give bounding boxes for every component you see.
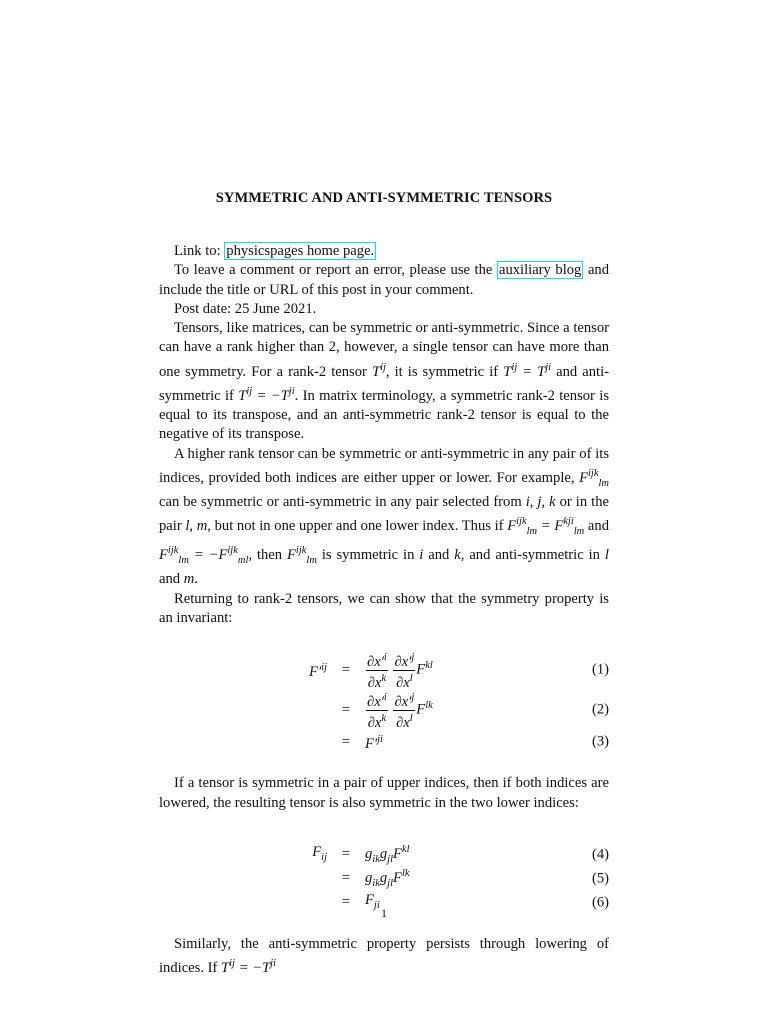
para2-text-j: and <box>159 571 181 588</box>
para1-text-b: , it is symmetric if <box>385 363 499 380</box>
para2-text-d: , but not in one upper and one lower index. Thus if <box>207 518 504 535</box>
equation-rhs: $F'^{ji}$ <box>365 734 383 753</box>
equation-block-2 <box>159 843 609 915</box>
math-inline: $F^{ijk}_{lm} = F^{kji}_{lm}$ <box>507 516 585 538</box>
para1-text-a: Tensors, like matrices, can be symmetric or anti-symmetric. Since a tensor can have a rank higher than 2, however, a single tensor can have more than one symmetry. For a rank-2 tensor <box>159 320 609 380</box>
page-number: 1 <box>381 906 387 920</box>
equation-row <box>159 843 609 867</box>
equation-rhs: $g_{ik}g_{jl}F^{lk}$ <box>365 868 410 890</box>
comment-text-after: and include the title or URL of this post in your comment. <box>159 262 610 298</box>
equation-number: (4) <box>591 846 609 863</box>
math-inline: $T^{ij} = T^{ji}$ <box>503 361 552 380</box>
equation-rhs: $F_{ji}$ <box>365 891 380 911</box>
math-inline: $T^{ij}$ <box>371 361 386 380</box>
math-inline: k <box>454 547 461 564</box>
paragraph-1 <box>159 319 609 445</box>
equation-lhs: $F'^{ij}$ <box>309 662 327 681</box>
paragraph-5 <box>159 935 609 978</box>
link-label: Link to: <box>174 243 221 259</box>
math-inline: i, j, k <box>525 494 556 511</box>
home-page-link[interactable]: physicspages home page. <box>226 243 375 259</box>
equation-row <box>159 867 609 891</box>
math-inline: $T^{ij} = -T^{ji}$ <box>221 958 276 977</box>
comment-line <box>159 261 609 300</box>
paper-title: SYMMETRIC AND ANTI-SYMMETRIC TENSORS <box>215 190 553 206</box>
math-inline: l, m <box>185 518 208 535</box>
para2-text-g: is symmetric in <box>321 547 415 564</box>
para1-text-d: . In matrix terminology, a symmetric rank-2 tensor is equal to its transpose, and an anti-symmetric rank-2 tensor is equal to the negative of its transpose. <box>159 387 610 443</box>
equation-rhs: $\frac{\partial x'^i}{\partial x^k}$ $\frac{\partial x'^j}{\partial x^l}$ $F^{lk}$ <box>367 692 433 731</box>
math-inline: $F^{ijk}_{lm}$ <box>287 545 317 567</box>
math-inline: l <box>604 547 609 564</box>
paragraph-2: A higher rank tensor can be symmetric or anti-symmetric in any pair of its indices, provided both indices are either upper or lower. For example, $F^{ijk}_{lm}$ can be symmetric or anti-symmetric in any pair selected from i, j, k or in the pair l, m, but not in one upper and one lower index. Thus if $F^{ijk}_{lm} = F^{kji}_{lm}$ and $F^{ijk}_{lm} = -F^{ijk}_{ml}$, then $F^{ijk}_{lm}$ is symmetric in i and k, and anti-symmetric in l and m. <box>159 445 609 588</box>
equals-sign: = <box>341 894 351 911</box>
equation-row <box>159 650 609 690</box>
equation-number: (6) <box>591 894 609 911</box>
equals-sign: = <box>341 701 351 718</box>
equation-number: (5) <box>591 870 609 887</box>
equation-number: (1) <box>591 661 609 678</box>
para2-text-i: , and anti-symmetric in <box>460 547 600 564</box>
para1-text-c: and anti-symmetric if <box>159 363 610 404</box>
auxiliary-blog-link[interactable]: auxiliary blog <box>498 262 582 279</box>
equation-block-1 <box>159 650 609 754</box>
equals-sign: = <box>341 846 351 863</box>
comment-text-before: To leave a comment or report an error, please use the <box>174 262 493 279</box>
math-inline: i <box>419 547 424 564</box>
equation-number: (2) <box>591 701 609 718</box>
equals-sign: = <box>341 870 351 887</box>
post-date: Post date: 25 June 2021. <box>174 300 317 317</box>
equation-row <box>159 690 609 730</box>
math-inline: $F^{ijk}_{lm}$ <box>579 467 609 489</box>
para2-text-h: and <box>428 547 450 564</box>
equation-rhs: $\frac{\partial x'^i}{\partial x^k}$ $\frac{\partial x'^j}{\partial x^l}$ $F^{kl}$ <box>367 652 433 691</box>
para2-text-e: and <box>587 518 609 535</box>
equals-sign: = <box>341 661 351 678</box>
link-line <box>159 242 609 261</box>
paragraph-3: Returning to rank-2 tensors, we can show that the symmetry property is an invariant: <box>159 590 609 627</box>
equals-sign: = <box>341 733 351 750</box>
paragraph-4: If a tensor is symmetric in a pair of upper indices, then if both indices are lowered, the resulting tensor is also symmetric in the two lower indices: <box>159 775 609 811</box>
math-inline: $F^{ijk}_{lm} = -F^{ijk}_{ml}$ <box>159 545 249 567</box>
para2-text-a: A higher rank tensor can be symmetric or anti-symmetric in any pair of its indices, provided both indices are either upper or lower. For example, <box>159 445 609 486</box>
equation-row <box>159 730 609 754</box>
para5-text-a: Similarly, the anti-symmetric property persists through lowering of indices. If <box>159 935 609 977</box>
para2-text-f: , then <box>248 547 283 564</box>
math-inline: m <box>183 571 195 588</box>
equation-lhs: $F_{ij}$ <box>312 843 327 863</box>
equation-number: (3) <box>591 733 609 750</box>
para2-text-b: can be symmetric or anti-symmetric in any pair selected from <box>159 494 522 511</box>
equation-rhs: $g_{ik}g_{jl}F^{kl}$ <box>365 844 410 866</box>
paper-body <box>159 242 609 978</box>
math-inline: $T^{ij} = -T^{ji}$ <box>238 385 295 404</box>
para2-text-c: or in the pair <box>159 494 609 535</box>
